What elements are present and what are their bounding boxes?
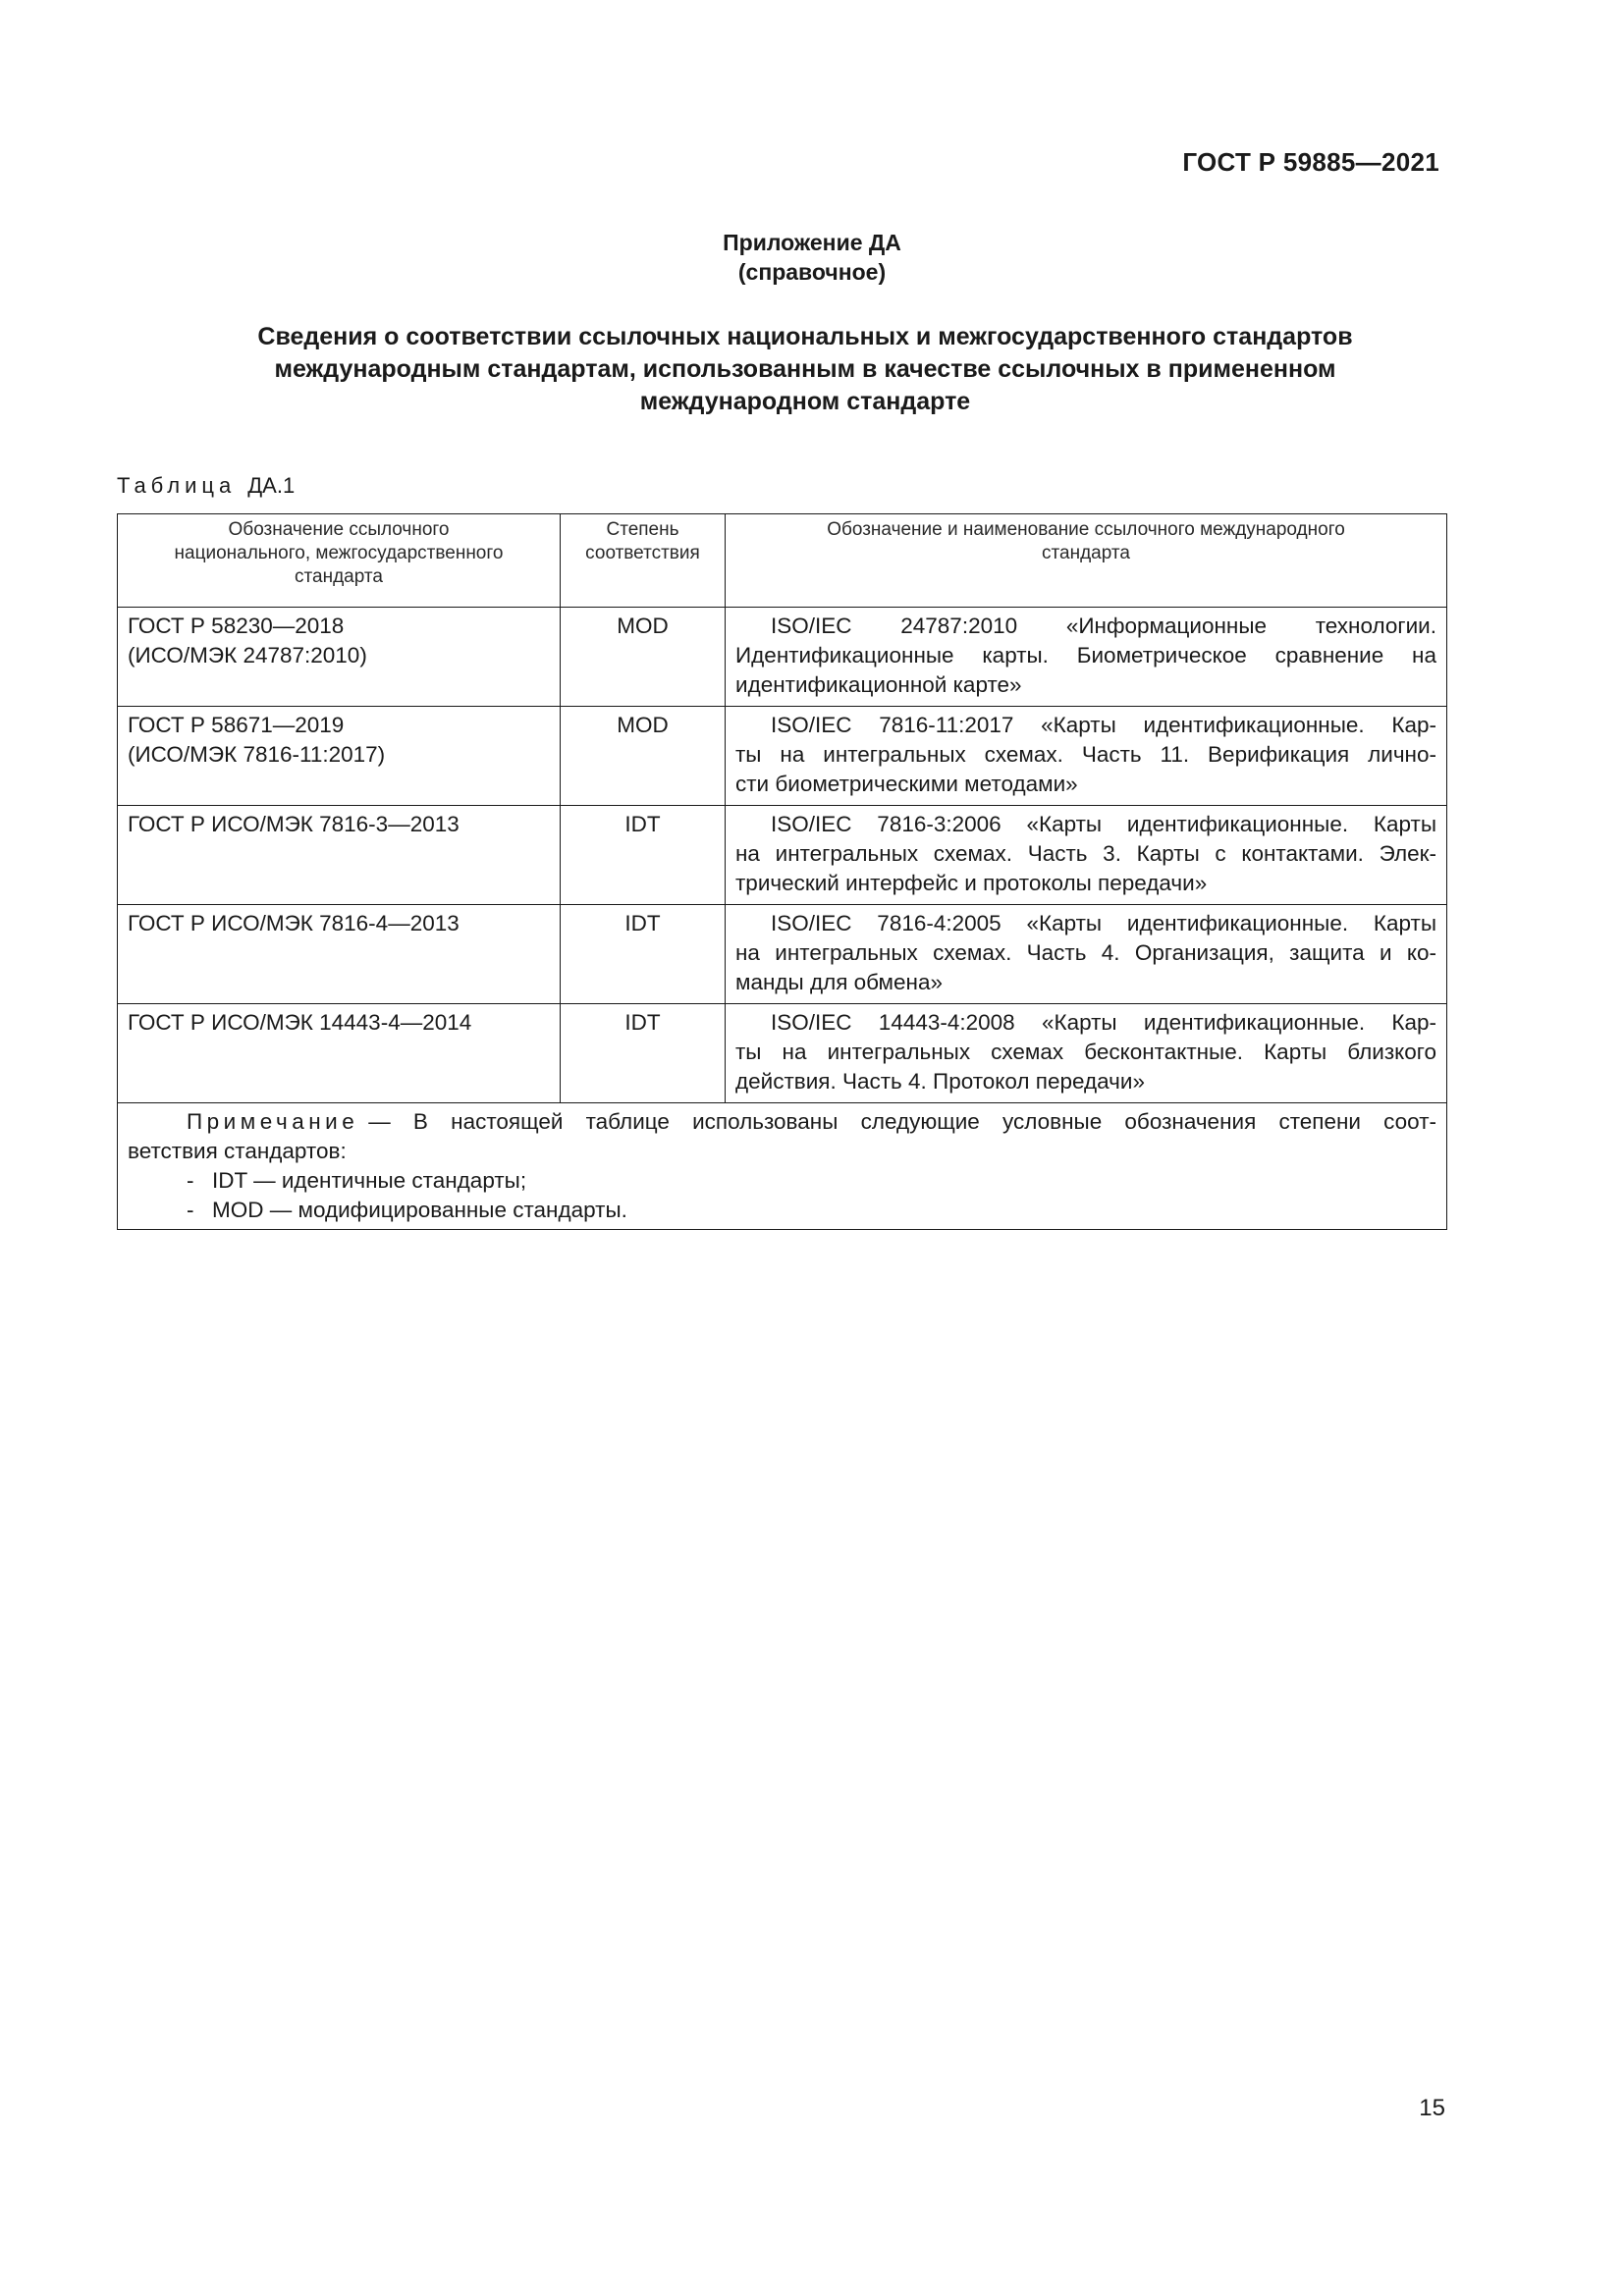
intl-line: ISO/IEC 7816-3:2006 «Карты идентификационные. Карты (771, 812, 1436, 836)
gost-line: (ИСО/МЭК 24787:2010) (128, 643, 367, 667)
column-header-line: стандарта (295, 566, 383, 587)
intl-cell (726, 1004, 1447, 1103)
note-item: - MOD — модифицированные стандарты. (187, 1198, 627, 1222)
appendix-name: Приложение ДА (723, 230, 901, 255)
table-caption-label: Таблица (117, 473, 237, 498)
column-header-line: Обозначение и наименование ссылочного международного (827, 519, 1345, 540)
intl-line: трический интерфейс и протоколы передачи» (735, 871, 1208, 895)
column-header-gost (118, 514, 561, 608)
table-caption-number: ДА.1 (247, 473, 296, 498)
intl-line: на интегральных схемах. Часть 4. Организация, защита и ко- (735, 940, 1436, 965)
note-line (128, 1107, 1436, 1137)
column-header-line: национального, межгосударственного (174, 543, 504, 563)
note-item-text: IDT — идентичные стандарты; (212, 1168, 527, 1193)
intl-line: идентификационной карте» (735, 672, 1022, 697)
intl-cell (726, 608, 1447, 707)
gost-line: ГОСТ Р 58671—2019 (128, 713, 345, 737)
intl-line: действия. Часть 4. Протокол передачи» (735, 1069, 1145, 1094)
appendix-type: (справочное) (737, 259, 887, 285)
intl-line: Идентификационные карты. Биометрическое сравнение на (735, 643, 1436, 667)
note-item-text: MOD — модифицированные стандарты. (212, 1198, 627, 1222)
gost-cell (118, 608, 561, 707)
gost-cell (118, 806, 561, 905)
column-header-line: Степень (606, 519, 679, 540)
reference-table (117, 513, 1447, 1230)
note-item: - IDT — идентичные стандарты; (187, 1168, 527, 1193)
table-row (118, 806, 1447, 905)
intl-line: ISO/IEC 7816-11:2017 «Карты идентификационные. Кар- (771, 713, 1436, 737)
intl-line: ты на интегральных схемах. Часть 11. Верификация лично- (735, 742, 1436, 767)
gost-cell (118, 905, 561, 1004)
document-code: ГОСТ Р 59885—2021 (1182, 147, 1439, 177)
intl-cell (726, 707, 1447, 806)
note-label: Примечание (187, 1109, 359, 1134)
intl-cell (726, 806, 1447, 905)
intl-line: ISO/IEC 14443-4:2008 «Карты идентификационные. Кар- (771, 1010, 1436, 1035)
gost-line: ГОСТ Р ИСО/МЭК 14443-4—2014 (128, 1010, 472, 1035)
table-row (118, 1004, 1447, 1103)
note-text: — В настоящей таблице использованы следующие условные обозначения степени соот- (368, 1109, 1436, 1134)
section-heading (147, 321, 1463, 418)
gost-cell (118, 707, 561, 806)
column-header-line: стандарта (1042, 543, 1130, 563)
intl-line: ISO/IEC 24787:2010 «Информационные технологии. (771, 614, 1436, 638)
table-note-row (118, 1103, 1447, 1230)
degree-cell: IDT (561, 806, 726, 905)
intl-cell (726, 905, 1447, 1004)
table-caption (117, 473, 295, 499)
gost-line: ГОСТ Р ИСО/МЭК 7816-4—2013 (128, 911, 460, 935)
intl-line: ISO/IEC 7816-4:2005 «Карты идентификационные. Карты (771, 911, 1436, 935)
gost-line: ГОСТ Р ИСО/МЭК 7816-3—2013 (128, 812, 460, 836)
intl-line: сти биометрическими методами» (735, 772, 1078, 796)
gost-line: (ИСО/МЭК 7816-11:2017) (128, 742, 386, 767)
heading-line: международным стандартам, использованным в качестве ссылочных в примененном (274, 355, 1336, 383)
column-header-line: Обозначение ссылочного (228, 519, 450, 540)
gost-cell (118, 1004, 561, 1103)
degree-cell: MOD (561, 608, 726, 707)
page-number: 15 (1419, 2095, 1445, 2121)
note-line: ветствия стандартов: (128, 1139, 347, 1163)
degree-cell: IDT (561, 1004, 726, 1103)
table-row (118, 905, 1447, 1004)
degree-cell: MOD (561, 707, 726, 806)
degree-cell: IDT (561, 905, 726, 1004)
column-header-international (726, 514, 1447, 608)
table-row (118, 707, 1447, 806)
column-header-line: соответствия (585, 543, 700, 563)
table-header-row (118, 514, 1447, 608)
appendix-title (0, 228, 1624, 287)
heading-line: Сведения о соответствии ссылочных национальных и межгосударственного стандартов (257, 323, 1353, 350)
heading-line: международном стандарте (639, 388, 971, 415)
intl-line: ты на интегральных схемах бесконтактные. Карты близкого (735, 1040, 1436, 1064)
intl-line: манды для обмена» (735, 970, 943, 994)
gost-line: ГОСТ Р 58230—2018 (128, 614, 345, 638)
intl-line: на интегральных схемах. Часть 3. Карты с контактами. Элек- (735, 841, 1436, 866)
table-row (118, 608, 1447, 707)
table-note (118, 1103, 1447, 1230)
column-header-degree (561, 514, 726, 608)
